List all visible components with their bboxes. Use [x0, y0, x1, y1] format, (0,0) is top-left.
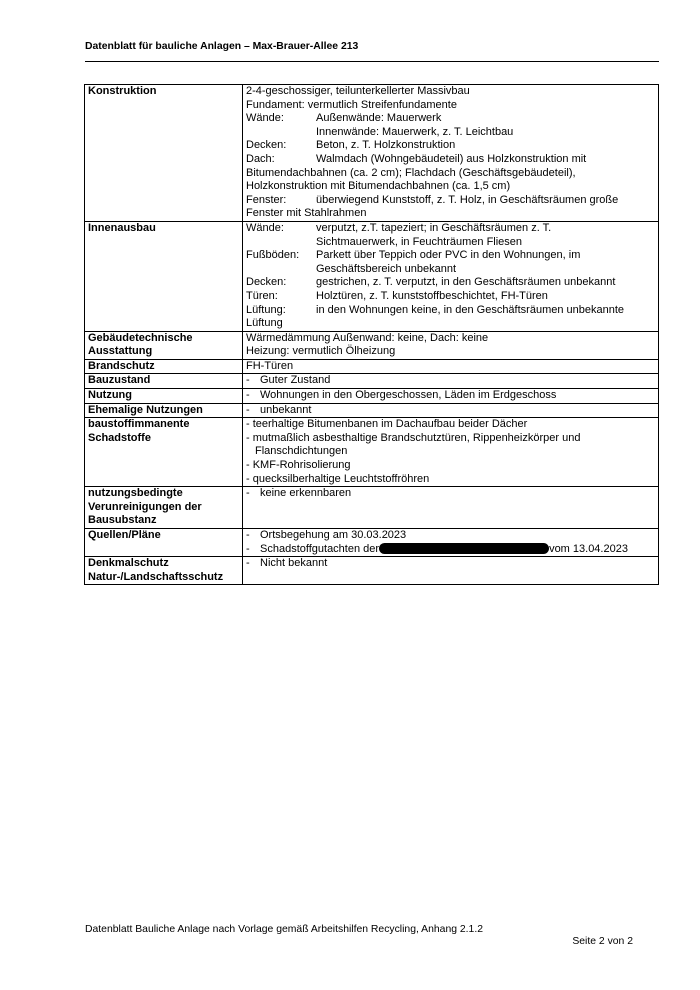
schadstoff-item: - quecksilberhaltige Leuchtstoffröhren: [246, 472, 430, 485]
value-ehemalige-nutzungen: - unbekannt: [243, 403, 659, 418]
label-innenausbau: Innenausbau: [85, 221, 243, 331]
innenausbau-lueftung: Lüftung: in den Wohnungen keine, in den Geschäftsräumen unbekannte: [246, 303, 625, 316]
konstruktion-fundament: Fundament: vermutlich Streifenfundamente: [246, 98, 457, 111]
innenausbau-fussboeden-cont: Geschäftsbereich unbekannt: [316, 262, 457, 275]
value-verunreinigungen: - keine erkennbaren: [243, 487, 659, 529]
value-denkmalschutz: - Nicht bekannt: [243, 557, 659, 585]
innenausbau-waende-cont: Sichtmauerwerk, in Feuchträumen Fliesen: [316, 235, 523, 248]
konstruktion-dach-cont2: Holzkonstruktion mit Bitumendachbahnen (ca. 1,5 cm): [246, 180, 511, 193]
gebaeudetechnik-heizung: Heizung: vermutlich Ölheizung: [246, 345, 396, 358]
label-bauzustand: Bauzustand: [85, 374, 243, 389]
row-denkmalschutz: [85, 557, 659, 585]
row-schadstoffe: [85, 418, 659, 487]
datasheet-table: [84, 84, 659, 585]
value-bauzustand: - Guter Zustand: [243, 374, 659, 389]
page-number: Seite 2 von 2: [572, 936, 633, 947]
innenausbau-tueren: Türen: Holztüren, z. T. kunststoffbeschichtet, FH-Türen: [246, 289, 548, 302]
row-innenausbau: [85, 221, 659, 331]
footer-note: Datenblatt Bauliche Anlage nach Vorlage gemäß Arbeitshilfen Recycling, Anhang 2.1.2: [85, 924, 483, 935]
row-brandschutz: [85, 359, 659, 374]
header-divider: [85, 61, 659, 62]
gebaeudetechnik-waermedaemmung: Wärmedämmung Außenwand: keine, Dach: keine: [246, 331, 489, 344]
innenausbau-fussboeden: Fußböden: Parkett über Teppich oder PVC in den Wohnungen, im: [246, 249, 581, 262]
schadstoff-item: - teerhaltige Bitumenbanen im Dachaufbau beider Dächer: [246, 418, 528, 431]
value-innenausbau: [243, 221, 659, 331]
row-ehemalige-nutzungen: [85, 403, 659, 418]
row-gebaeudetechnik: [85, 331, 659, 359]
label-verunreinigungen: nutzungsbedingte Verunreinigungen der Bausubstanz: [85, 487, 243, 529]
value-schadstoffe: [243, 418, 659, 487]
konstruktion-fenster: Fenster: überwiegend Kunststoff, z. T. Holz, in Geschäftsräumen große: [246, 193, 619, 206]
schadstoff-item: - KMF-Rohrisolierung: [246, 459, 351, 472]
value-konstruktion: [243, 85, 659, 222]
label-konstruktion: Konstruktion: [85, 85, 243, 222]
label-gebaeudetechnik: Gebäudetechnische Ausstattung: [85, 331, 243, 359]
label-ehemalige-nutzungen: Ehemalige Nutzungen: [85, 403, 243, 418]
konstruktion-fenster-cont: Fenster mit Stahlrahmen: [246, 207, 367, 220]
document-header-title: Datenblatt für bauliche Anlagen – Max-Brauer-Allee 213: [85, 41, 359, 52]
redaction-bar: [379, 543, 549, 554]
konstruktion-dach-cont1: Bitumendachbahnen (ca. 2 cm); Flachdach (Geschäftsgebäudeteil),: [246, 166, 576, 179]
innenausbau-waende: Wände: verputzt, z.T. tapeziert; in Geschäftsräumen z. T.: [246, 221, 552, 234]
label-denkmalschutz: Denkmalschutz Natur-/Landschaftsschutz: [85, 557, 243, 585]
schadstoff-item-cont: Flanschdichtungen: [255, 445, 348, 458]
row-quellen: [85, 529, 659, 557]
konstruktion-decken: Decken: Beton, z. T. Holzkonstruktion: [246, 139, 456, 152]
row-konstruktion: [85, 85, 659, 222]
label-schadstoffe: baustoffimmanente Schadstoffe: [85, 418, 243, 487]
row-bauzustand: [85, 374, 659, 389]
value-brandschutz: FH-Türen: [243, 359, 659, 374]
konstruktion-dach: Dach: Walmdach (Wohngebäudeteil) aus Holzkonstruktion mit: [246, 152, 587, 165]
konstruktion-waende: Wände: Außenwände: Mauerwerk: [246, 112, 442, 125]
value-quellen: [243, 529, 659, 557]
quellen-item: - Ortsbegehung am 30.03.2023: [246, 529, 407, 541]
label-quellen: Quellen/Pläne: [85, 529, 243, 557]
row-nutzung: [85, 389, 659, 404]
schadstoff-item: - mutmaßlich asbesthaltige Brandschutztüren, Rippenheizkörper und: [246, 431, 581, 444]
konstruktion-intro: 2-4-geschossiger, teilunterkellerter Massivbau: [246, 85, 470, 97]
innenausbau-lueftung-cont: Lüftung: [246, 317, 283, 330]
quellen-item: - Schadstoffgutachten der vom 13.04.2023: [246, 542, 628, 555]
label-brandschutz: Brandschutz: [85, 359, 243, 374]
konstruktion-innenwaende: Innenwände: Mauerwerk, z. T. Leichtbau: [316, 125, 514, 138]
value-gebaeudetechnik: [243, 331, 659, 359]
innenausbau-decken: Decken: gestrichen, z. T. verputzt, in den Geschäftsräumen unbekannt: [246, 276, 616, 289]
row-verunreinigungen: [85, 487, 659, 529]
label-nutzung: Nutzung: [85, 389, 243, 404]
value-nutzung: - Wohnungen in den Obergeschossen, Läden im Erdgeschoss: [243, 389, 659, 404]
